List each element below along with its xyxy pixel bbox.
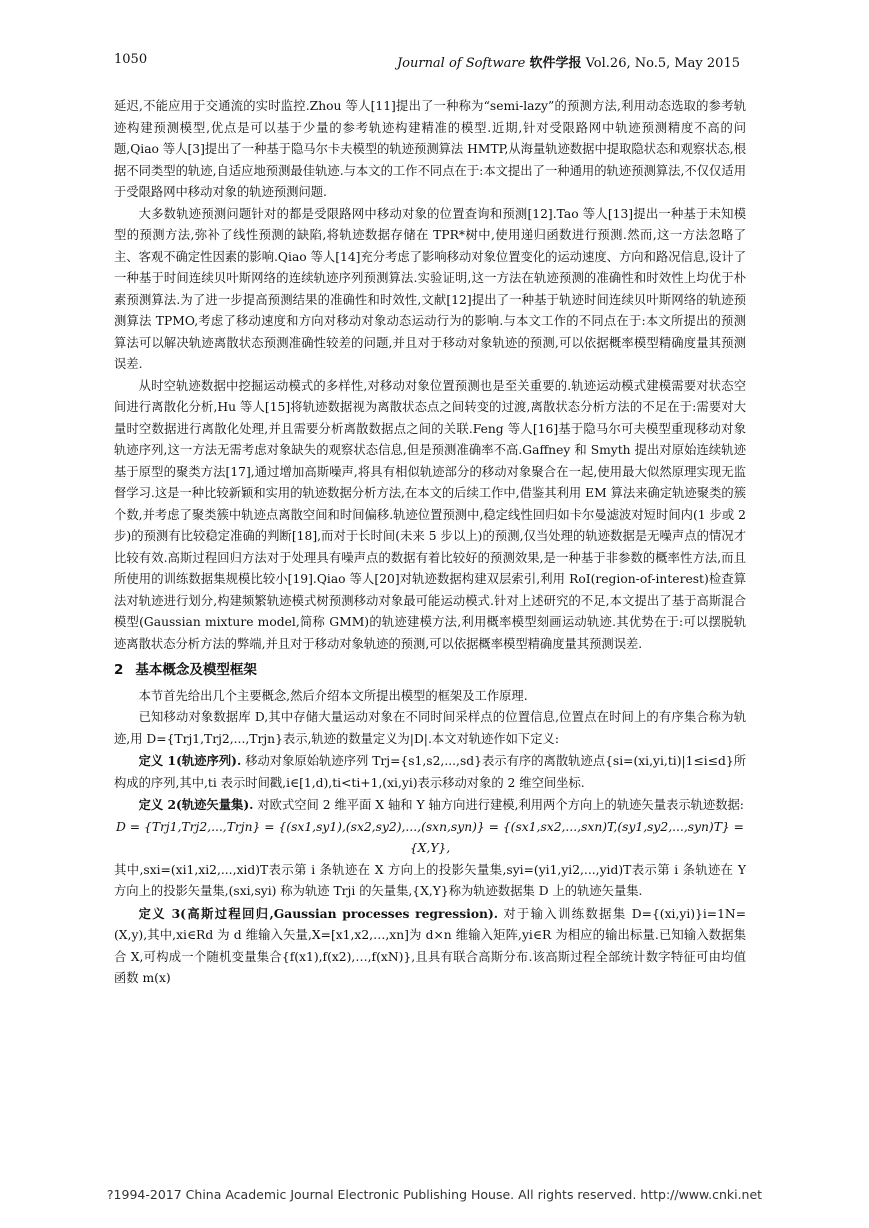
definition-3-label: 定义 3(高斯过程回归,Gaussian processes regression). [138,905,499,921]
copyright-footer: ?1994-2017 China Academic Journal Electronic Publishing House. All rights reserved. http://www.cnki.net [106,1187,763,1202]
dataset-description: 已知移动对象数据库 D,其中存储大量运动对象在不同时间采样点的位置信息,位置点在时间上的有序集合称为轨迹,用 D={Trj1,Trj2,...,Trjn}表示,轨迹的数量定义为|D|.本文对轨迹作如下定义: [114,710,746,746]
page-header [114,52,740,72]
definition-2 [114,794,746,817]
definition-1 [114,750,746,794]
definition-1-text: 移动对象原始轨迹序列 Trj={s1,s2,...,sd}表示有序的离散轨迹点{si=(xi,yi,ti)|1≤i≤d}所构成的序列,其中,ti 表示时间戳,i∈[1,d),ti<ti+1,(xi,yi)表示移动对象的 2 维空间坐标. [114,754,747,790]
section-heading [114,660,746,682]
section-title: 基本概念及模型框架 [135,662,257,678]
definition-2-explanation: 其中,sxi=(xi1,xi2,...,xid)T表示第 i 条轨迹在 X 方向上的投影矢量集,syi=(yi1,yi2,...,yid)T表示第 i 条轨迹在 Y 方向上的投影矢量集,(sxi,syi) 称为轨迹 Trji 的矢量集,{X,Y}称为轨迹数据集 D 上的轨迹矢量集. [114,862,746,898]
definition-2-formula: D = {Trj1,Trj2,...,Trjn} = {(sx1,sy1),(sx2,sy2),...,(sxn,syn)} = {(sx1,sx2,...,sxn)T,(sy1,sy2,...,syn)T} = {X,Y}, [116,819,744,855]
journal-info [397,52,740,71]
section-number: 2 [114,662,124,678]
definition-3-text: 对于输入训练数据集 D={(xi,yi)}i=1N=(X,y),其中,xi∈Rd 为 d 维输入矢量,X=[x1,x2,…,xn]为 d×n 维输入矩阵,yi∈R 为相应的输出标量.已知输入数据集合 X,可构成一个随机变量集合{f(x1),f(x2),…,f(xN)},且具有联合高斯分布.该高斯过程全部统计数字特征可由均值函数 m(x) [114,906,746,985]
journal-name-cn: 软件学报 [529,56,582,71]
definition-2-text: 对欧式空间 2 维平面 X 轴和 Y 轴方向进行建模,利用两个方向上的轨迹矢量表示轨迹数据: [257,798,744,812]
section-intro: 本节首先给出几个主要概念,然后介绍本文所提出模型的框架及工作原理. [138,688,528,703]
paragraph-related-work-2: 大多数轨迹预测问题针对的都是受限路网中移动对象的位置查询和预测[12].Tao 等人[13]提出一种基于未知模型的预测方法,弥补了线性预测的缺陷,将轨迹数据存储在 TPR*树中,使用递归函数进行预测.然而,这一方法忽略了主、客观不确定性因素的影响.Qiao 等人[14]充分考虑了影响移动对象位置变化的运动速度、方向和路况信息,设计了一种基于时间连续贝叶斯网络的连续轨迹序列预测算法.实验证明,这一方法在轨迹预测的准确性和时效性上均优于朴素预测算法.为了进一步提高预测结果的准确性和时效性,文献[12]提出了一种基于轨迹时间连续贝叶斯网络的轨迹预测算法 TPMO,考虑了移动速度和方向对移动对象动态运动行为的影响.与本文工作的不同点在于:本文所提出的预测算法可以解决轨迹离散状态预测准确性较差的问题,并且对于移动对象轨迹的预测,可以依据概率模型精确度量其预测误差. [114,206,746,371]
definition-1-label: 定义 1(轨迹序列). [138,753,242,768]
definition-3 [114,903,746,990]
article-body [114,96,746,990]
paragraph-related-work-1: 延迟,不能应用于交通流的实时监控.Zhou 等人[11]提出了一种称为“semi-lazy”的预测方法,利用动态选取的参考轨迹构建预测模型,优点是可以基于少量的参考轨迹构建精准的模型.近期,针对受限路网中轨迹预测精度不高的问题,Qiao 等人[3]提出了一种基于隐马尔卡夫模型的轨迹预测算法 HMTP,从海量轨迹数据中提取隐状态和观察状态,根据不同类型的轨迹,自适应地预测最佳轨迹.与本文的工作不同点在于:本文提出了一种通用的轨迹预测算法,不仅仅适用于受限路网中移动对象的轨迹预测问题. [114,99,746,199]
paragraph-related-work-3: 从时空轨迹数据中挖掘运动模式的多样性,对移动对象位置预测也是至关重要的.轨迹运动模式建模需要对状态空间进行离散化分析,Hu 等人[15]将轨迹数据视为离散状态点之间转变的过渡,离散状态分析方法的不足在于:需要对大量时空数据进行离散化处理,并且需要分析离散数据点之间的关联.Feng 等人[16]基于隐马尔可夫模型重现移动对象轨迹序列,这一方法无需考虑对象缺失的观察状态信息,但是预测准确率不高.Gaffney 和 Smyth 提出对原始连续轨迹基于原型的聚类方法[17],通过增加高斯噪声,将具有相似轨迹部分的移动对象聚合在一起,使用最大似然原理实现无监督学习.这是一种比较新颖和实用的轨迹数据分析方法,在本文的后续工作中,借鉴其利用 EM 算法来确定轨迹聚类的簇个数,并考虑了聚类簇中轨迹点离散空间和时间偏移.轨迹位置预测中,稳定线性回归如卡尔曼滤波对短时间内(1 步或 2 步)的预测有比较稳定准确的判断[18],而对于长时间(未来 5 步以上)的预测,仅当处理的轨迹数据是无噪声点的情况才比较有效.高斯过程回归方法对于处理具有噪声点的数据有着比较好的预测效果,是一种基于非参数的概率性方法,而且所使用的训练数据集规模比较小[19].Qiao 等人[20]对轨迹数据构建双层索引,利用 RoI(region-of-interest)检查算法对轨迹进行划分,构建频繁轨迹模式树预测移动对象最可能运动模式.针对上述研究的不足,本文提出了基于高斯混合模型(Gaussian mixture model,简称 GMM)的轨迹建模方法,利用概率模型刻画运动轨迹.其优势在于:可以摆脱轨迹离散状态分析方法的弊端,并且对于移动对象轨迹的预测,可以依据概率模型精确度量其预测误差. [114,378,746,651]
journal-issue: Vol.26, No.5, May 2015 [585,56,740,71]
journal-name-en: Journal of Software [396,56,526,71]
definition-2-label: 定义 2(轨迹矢量集). [138,797,254,812]
page-number: 1050 [114,52,148,67]
